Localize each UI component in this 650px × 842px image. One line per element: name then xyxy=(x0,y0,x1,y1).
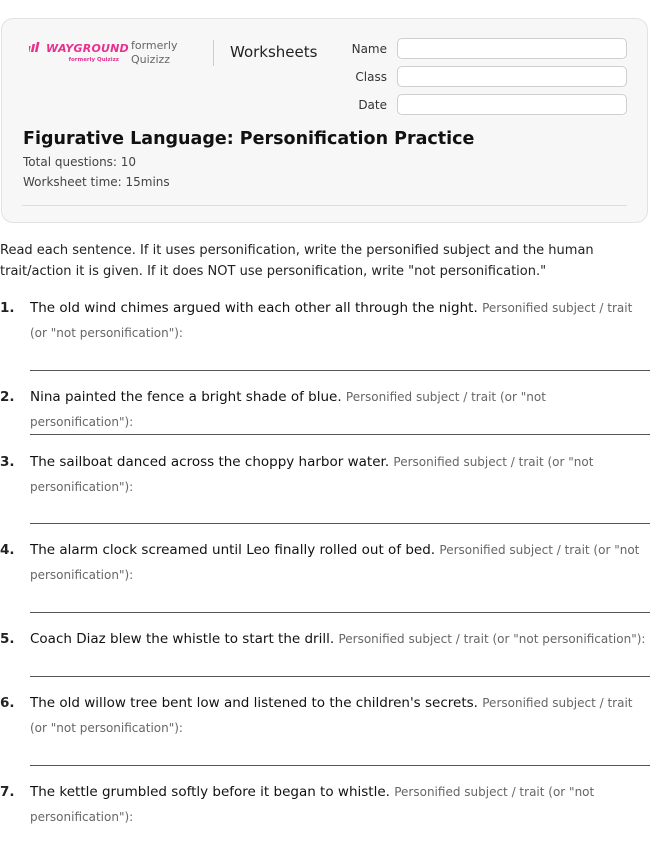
answer-prompt: Personified subject / trait (or "not personification"): xyxy=(30,301,633,340)
formerly-line-1: formerly xyxy=(131,39,178,52)
answer-line[interactable] xyxy=(30,523,650,524)
logo-subtitle: formerly Quizizz xyxy=(68,57,119,63)
question-text: The kettle grumbled softly before it began to whistle. xyxy=(30,784,390,800)
question-text: The old wind chimes argued with each other all through the night. xyxy=(30,300,478,316)
answer-line[interactable] xyxy=(30,765,650,766)
formerly-line-2: Quizizz xyxy=(131,53,171,66)
answer-line[interactable] xyxy=(30,612,650,613)
worksheet-time: Worksheet time: 15mins xyxy=(23,175,170,189)
answer-line[interactable] xyxy=(30,370,650,371)
class-field[interactable] xyxy=(397,66,627,87)
logo-wordmark: WAYGROUND xyxy=(46,42,129,55)
worksheet-title: Figurative Language: Personification Practice xyxy=(23,129,475,149)
worksheets-label: Worksheets xyxy=(230,43,318,61)
answer-prompt: Personified subject / trait (or "not personification"): xyxy=(338,632,646,646)
wayground-logo xyxy=(29,42,129,63)
question-text: Nina painted the fence a bright shade of blue. xyxy=(30,389,342,405)
question-number: 3. xyxy=(0,454,15,470)
question-number: 1. xyxy=(0,300,15,316)
formerly-quizizz-note xyxy=(131,39,201,67)
answer-prompt: Personified subject / trait (or "not personification"): xyxy=(30,543,640,582)
header-divider xyxy=(213,40,214,66)
instructions: Read each sentence. If it uses personification, write the personified subject and the human trait/action it is given. If it does NOT use personification, write "not personification." xyxy=(0,243,594,279)
question-text: The alarm clock screamed until Leo finally rolled out of bed. xyxy=(30,542,436,558)
question-text: The old willow tree bent low and listened to the children's secrets. xyxy=(30,695,478,711)
total-questions: Total questions: 10 xyxy=(23,155,137,169)
date-label: Date xyxy=(358,98,387,112)
answer-line[interactable] xyxy=(30,676,650,677)
answer-prompt: Personified subject / trait (or "not personification"): xyxy=(30,390,546,429)
question-text: The sailboat danced across the choppy harbor water. xyxy=(30,454,390,470)
name-label: Name xyxy=(351,42,387,56)
wayground-mark-icon xyxy=(29,42,43,55)
question-number: 2. xyxy=(0,389,15,405)
question-number: 4. xyxy=(0,542,15,558)
question-text: Coach Diaz blew the whistle to start the drill. xyxy=(30,631,335,647)
class-label: Class xyxy=(355,70,387,84)
question-number: 6. xyxy=(0,695,15,711)
name-field[interactable] xyxy=(397,38,627,59)
answer-prompt: Personified subject / trait (or "not personification"): xyxy=(30,785,595,824)
header-rule xyxy=(22,205,627,206)
answer-prompt: Personified subject / trait (or "not personification"): xyxy=(30,696,633,735)
question-number: 7. xyxy=(0,784,15,800)
question-number: 5. xyxy=(0,631,15,647)
answer-prompt: Personified subject / trait (or "not personification"): xyxy=(30,455,594,494)
date-field[interactable] xyxy=(397,94,627,115)
answer-line[interactable] xyxy=(30,434,650,435)
